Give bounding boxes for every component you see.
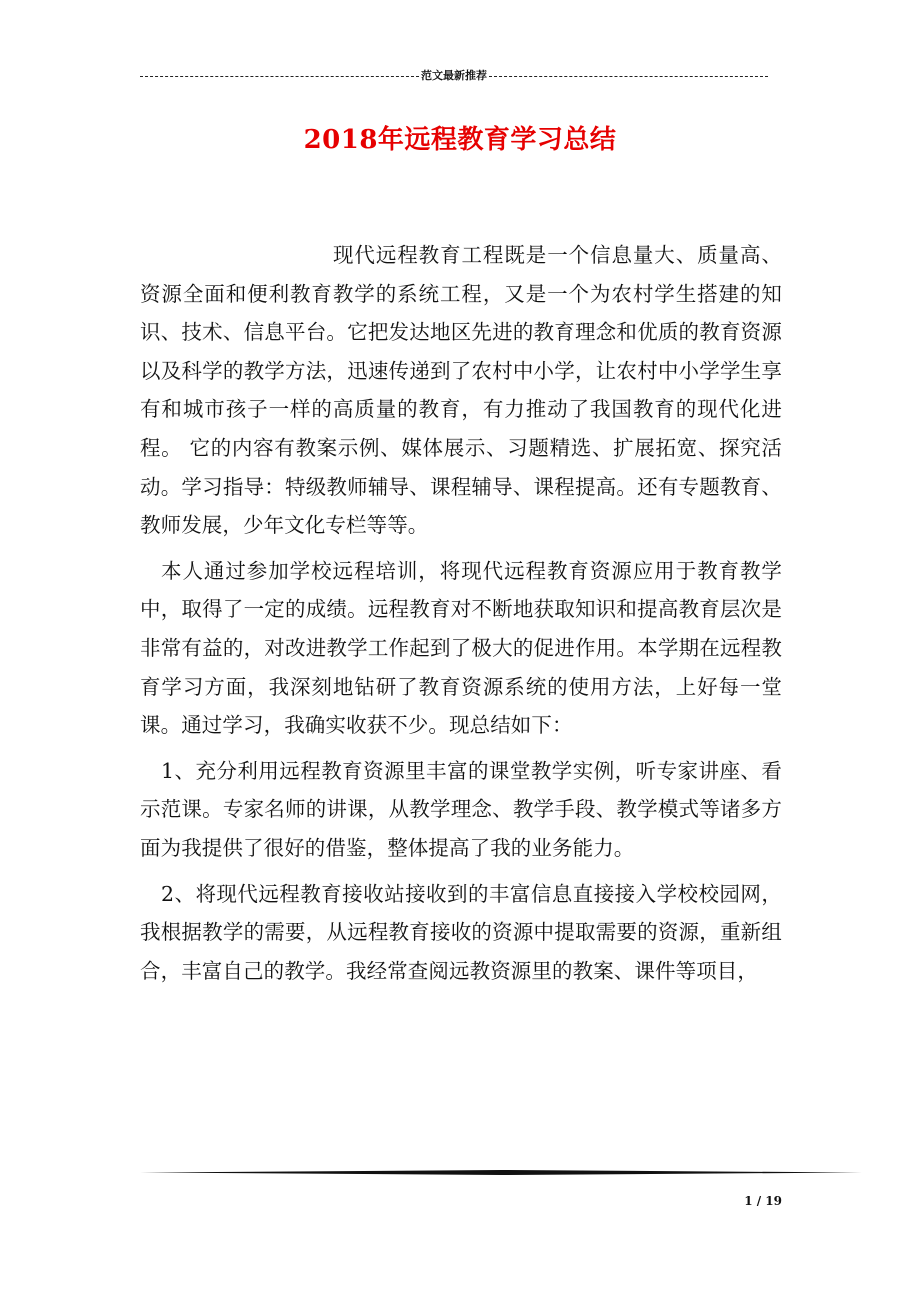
document-body [140,236,782,990]
header-dash-left [140,76,419,77]
page-number: 1 / 19 [744,1194,782,1208]
header-label: 范文最新推荐 [421,69,487,82]
header-dash-right [489,76,768,77]
paragraph-point-2: 2、将现代远程教育接收站接收到的丰富信息直接接入学校校园网，我根据教学的需要，从远程教育接收的资源中提取需要的资源，重新组合，丰富自己的教学。我经常查阅远教资源里的教案、课件等项目， [140,881,782,983]
footer-divider [140,1170,862,1175]
paragraph-training: 本人通过参加学校远程培训，将现代远程教育资源应用于教育教学中，取得了一定的成绩。远程教育对不断地获取知识和提高教育层次是非常有益的，对改进教学工作起到了极大的促进作用。本学期在远程教育学习方面，我深刻地钻研了教育资源系统的使用方法，上好每一堂课。通过学习，我确实收获不少。现总结如下： [140,558,782,738]
header-banner [140,68,768,84]
document-title: 2018年远程教育学习总结 [303,125,617,155]
paragraph-intro: 现代远程教育工程既是一个信息量大、质量高、资源全面和便利教育教学的系统工程，又是一个为农村学生搭建的知识、技术、信息平台。它把发达地区先进的教育理念和优质的教育资源以及科学的教学方法，迅速传递到了农村中小学，让农村中小学学生享有和城市孩子一样的高质量的教育，有力推动了我国教育的现代化进程。 它的内容有教案示例、媒体展示、习题精选、扩展拓宽、探究活动。学习指导：特级教师辅导、课程辅导、课程提高。还有专题教育、教师发展，少年文化专栏等等。 [140,243,782,538]
paragraph-point-1: 1、充分利用远程教育资源里丰富的课堂教学实例，听专家讲座、看示范课。专家名师的讲课，从教学理念、教学手段、教学模式等诸多方面为我提供了很好的借鉴，整体提高了我的业务能力。 [140,758,782,860]
